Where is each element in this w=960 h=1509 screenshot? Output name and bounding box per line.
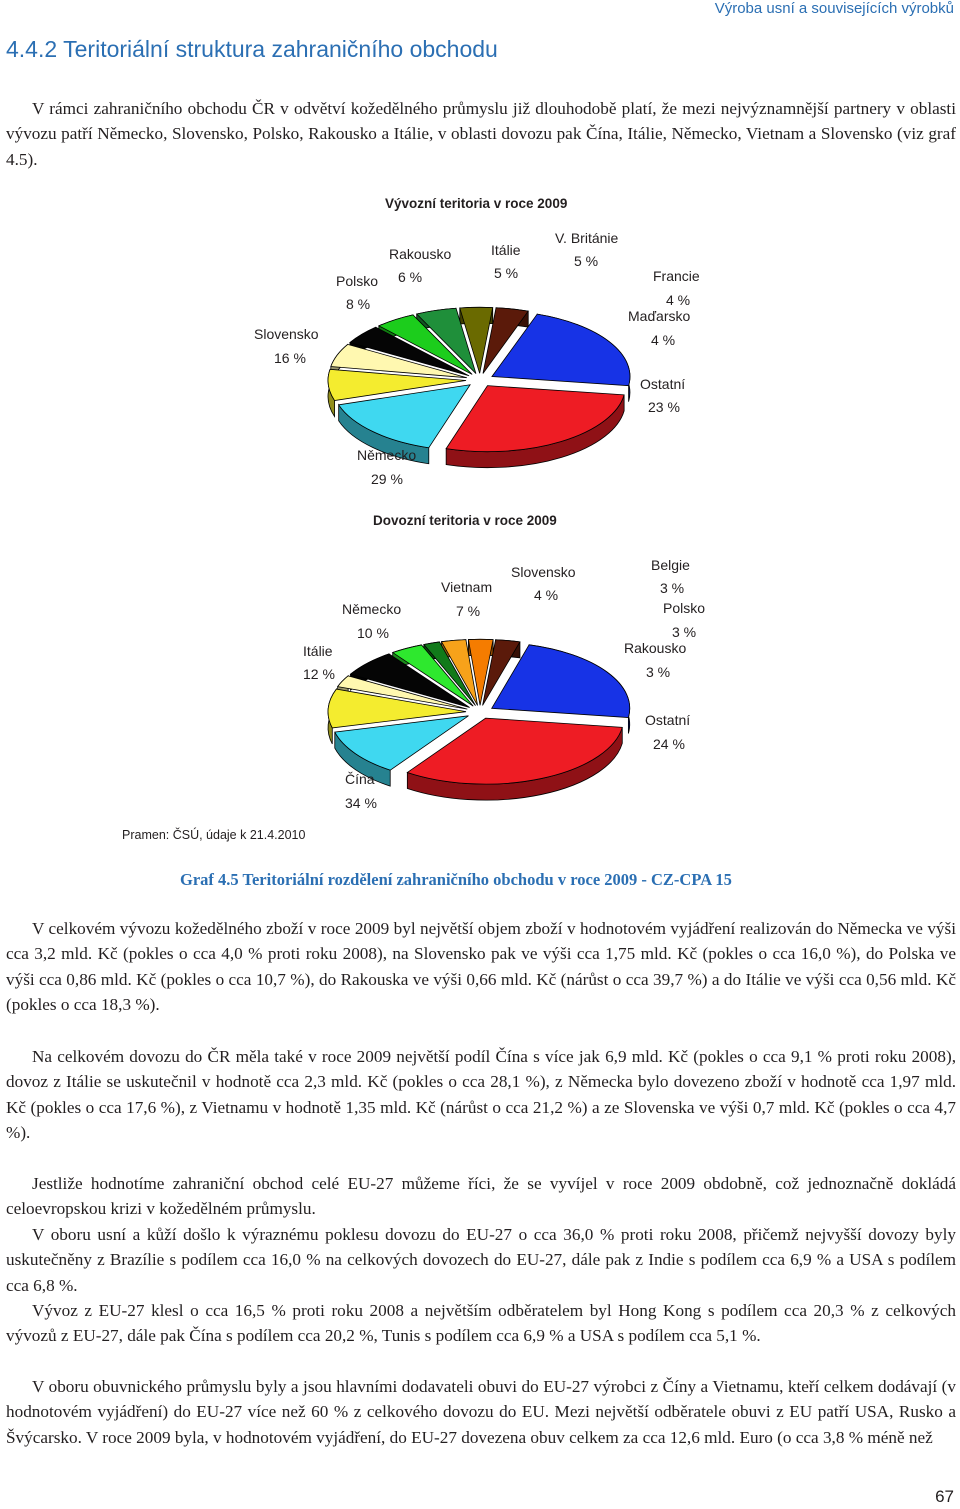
- export-label-nemecko: Německo: [357, 447, 417, 463]
- export-label-rakousko: Rakousko: [389, 246, 452, 262]
- import-label-ostatni: Ostatní: [645, 712, 691, 728]
- export-label-vbritanie: V. Británie: [555, 230, 619, 246]
- export-value-francie: 4 %: [666, 292, 691, 308]
- import-label-italie: Itálie: [303, 643, 333, 659]
- import-label-cina: Čína: [345, 771, 375, 787]
- import-value-slovensko: 4 %: [534, 587, 559, 603]
- export-label-madarsko: Maďarsko: [628, 308, 691, 324]
- import-label-polsko: Polsko: [663, 600, 706, 616]
- body-paragraph: Vývoz z EU-27 klesl o cca 16,5 % proti roku 2008 a největším odběratelem byl Hong Kong s podílem cca 20,3 % z celkových vývozů z EU-27, dále pak Čína s podílem cca 20,2 %, Tunis s podílem cca 6,9 % a USA s podílem cca 5,1 %.: [6, 1301, 956, 1346]
- export-value-italie: 5 %: [494, 265, 519, 281]
- export-label-slovensko: Slovensko: [254, 326, 319, 342]
- export-value-polsko: 8 %: [346, 296, 371, 312]
- running-header: Výroba usní a souvisejících výrobků: [714, 0, 954, 17]
- figure-caption: Graf 4.5 Teritoriální rozdělení zahraničního obchodu v roce 2009 - CZ-CPA 15: [180, 870, 732, 889]
- body-paragraph: Na celkovém dovozu do ČR měla také v roce 2009 největší podíl Čína s více jak 6,9 mld. Kč (pokles o cca 9,1 % proti roku 2008), dovoz z Itálie se uskutečnil v hodnotě cca 2,3 mld. Kč (pokles o cca 28,1 %), z Německa bylo dovezeno zboží v hodnotě cca 1,97 mld. Kč (pokles o cca 17,6 %), z Vietnamu v hodnotě 1,35 mld. Kč (nárůst o cca 21,2 %) a ze Slovenska ve výši 0,7 mld. Kč (pokles o cca 4,7 %).: [6, 1047, 956, 1143]
- export-value-slovensko: 16 %: [274, 350, 306, 366]
- import-label-rakousko: Rakousko: [624, 640, 687, 656]
- body-paragraph: V celkovém vývozu kožedělného zboží v roce 2009 byl největší objem zboží v hodnotovém vyjádření realizován do Německa ve výši cca 3,2 mld. Kč (pokles o cca 4,0 % proti roku 2008), na Slovensko pak ve výši cca 1,75 mld. Kč (pokles o cca 16,0 %), do Polska ve výši cca 0,86 mld. Kč (pokles o cca 10,7 %), do Rakouska ve výši 0,66 mld. Kč (nárůst o cca 39,7 %) a do Itálie ve výši cca 0,56 mld. Kč (pokles o cca 18,3 %).: [6, 919, 956, 1015]
- body-paragraph: V oboru usní a kůží došlo k výraznému poklesu dovozu do EU-27 o cca 36,0 % proti roku 2008, přičemž nejvyšší dovozy byly uskutečněny z Brazílie s podílem cca 16,0 % na celkových dovozech do EU-27, dále pak z Indie s podílem cca 6,9 % a USA s podílem cca 6,8 %.: [6, 1225, 956, 1295]
- import-label-vietnam: Vietnam: [441, 579, 493, 595]
- export-value-rakousko: 6 %: [398, 269, 423, 285]
- export-value-nemecko: 29 %: [371, 471, 403, 487]
- import-label-slovensko: Slovensko: [511, 564, 576, 580]
- intro-paragraph: V rámci zahraničního obchodu ČR v odvětví kožedělného průmyslu již dlouhodobě platí, že mezi nejvýznamnější partnery v oblasti vývozu patří Německo, Slovensko, Polsko, Rakousko a Itálie, v oblasti dovozu pak Čína, Itálie, Německo, Vietnam a Slovensko (viz graf 4.5).: [6, 99, 956, 169]
- import-label-nemecko: Německo: [342, 601, 402, 617]
- data-source: Pramen: ČSÚ, údaje k 21.4.2010: [122, 828, 306, 842]
- body-paragraph: V oboru obuvnického průmyslu byly a jsou hlavními dodavateli obuvi do EU-27 výrobci z Číny a Vietnamu, kteří celkem dodávají (v hodnotovém vyjádření) do EU-27 více než 60 % z celkového dovozu do EU. Mezi největší odběratele obuvi z EU patří USA, Rusko a Švýcarsko. V roce 2009 byla, v hodnotovém vyjádření, do EU-27 dovezena obuv celkem za cca 12,6 mld. Euro (o cca 3,8 % méně než: [6, 1377, 956, 1447]
- import-value-belgie: 3 %: [660, 580, 685, 596]
- import-chart-title: Dovozní teritoria v roce 2009: [373, 513, 557, 528]
- import-value-cina: 34 %: [345, 795, 377, 811]
- export-value-ostatni: 23 %: [648, 399, 680, 415]
- body-paragraph: Jestliže hodnotíme zahraniční obchod celé EU-27 můžeme říci, že se vyvíjel v roce 2009 obdobně, což jednoznačně dokládá celoevropskou krizi v kožedělném průmyslu.: [6, 1174, 956, 1219]
- page-number: 67: [935, 1487, 954, 1506]
- import-value-rakousko: 3 %: [646, 664, 671, 680]
- export-label-polsko: Polsko: [336, 273, 379, 289]
- export-label-ostatni: Ostatní: [640, 376, 686, 392]
- import-value-vietnam: 7 %: [456, 603, 481, 619]
- section-title: 4.4.2 Teritoriální struktura zahraničního obchodu: [6, 36, 498, 62]
- export-label-italie: Itálie: [491, 242, 521, 258]
- export-chart-title: Vývozní teritoria v roce 2009: [385, 196, 568, 211]
- export-value-vbritanie: 5 %: [574, 253, 599, 269]
- import-value-ostatni: 24 %: [653, 736, 685, 752]
- export-label-francie: Francie: [653, 268, 700, 284]
- import-value-nemecko: 10 %: [357, 625, 389, 641]
- export-value-madarsko: 4 %: [651, 332, 676, 348]
- import-value-italie: 12 %: [303, 666, 335, 682]
- import-value-polsko: 3 %: [672, 624, 697, 640]
- import-label-belgie: Belgie: [651, 557, 690, 573]
